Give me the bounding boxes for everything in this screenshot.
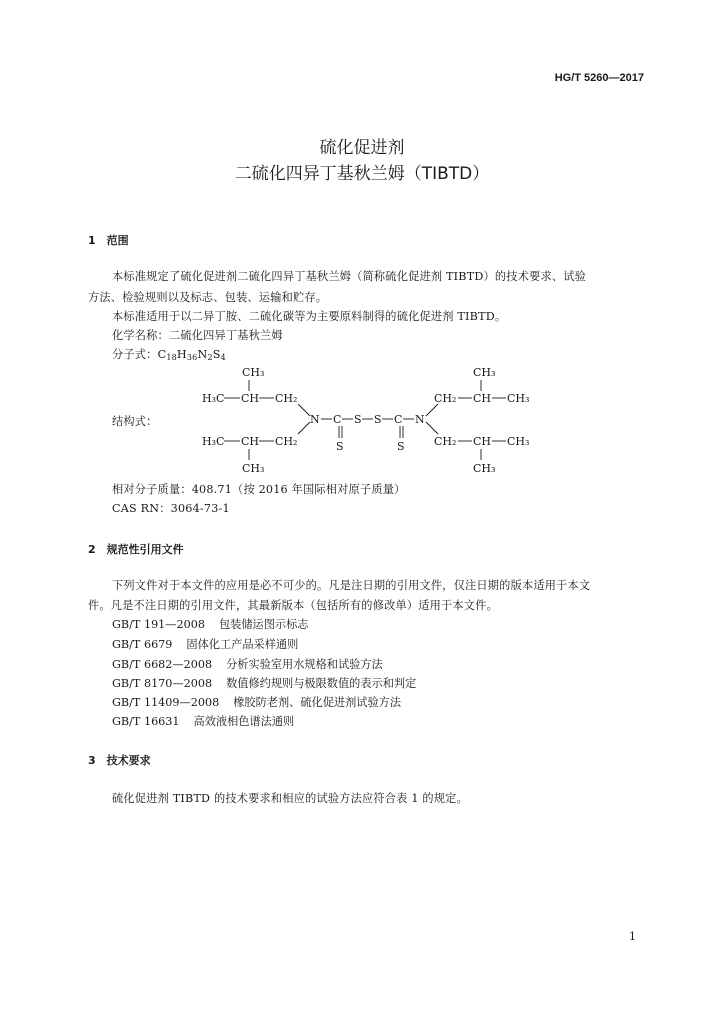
struct-h3c-top-left: H₃C (202, 392, 225, 405)
struct-ch3-bottom-right-chain: CH₃ (507, 435, 530, 448)
section-1-para-1-line-2: 方法、检验规则以及标志、包装、运输和贮存。 (88, 291, 328, 304)
reference-code: GB/T 8170—2008 (112, 677, 213, 690)
struct-c-right: C (394, 413, 403, 426)
struct-ch2-top-right: CH₂ (434, 392, 457, 405)
standard-number: HG/T 5260—2017 (554, 72, 644, 84)
title-line-1: 硫化促进剂 (319, 138, 405, 158)
relative-molecular-mass: 相对分子质量：408.71（按 2016 年国际相对原子质量） (112, 483, 406, 496)
molecular-formula (112, 346, 226, 362)
section-3-heading: 3 技术要求 (88, 754, 151, 767)
structure-label: 结构式： (112, 415, 158, 428)
reference-code: GB/T 6682—2008 (112, 658, 213, 671)
struct-ch-top-left: CH (241, 392, 260, 405)
molecular-formula-label: 分子式： (112, 348, 158, 361)
formula-s: S (212, 348, 221, 361)
formula-n: N (197, 348, 208, 361)
formula-s-count: 4 (220, 353, 226, 362)
struct-ch2-bottom-left: CH₂ (275, 435, 298, 448)
chemical-name-value: 二硫化四异丁基秋兰姆 (168, 329, 283, 342)
struct-n-left: N (310, 413, 320, 426)
struct-ch3-top-right: CH₃ (473, 366, 496, 379)
struct-ch2-bottom-right: CH₂ (434, 435, 457, 448)
struct-ch3-bottom-right: CH₃ (473, 462, 496, 474)
struct-ch-bottom-right: CH (473, 435, 492, 448)
reference-code: GB/T 16631 (112, 715, 180, 728)
struct-bond (426, 422, 438, 434)
struct-ch-bottom-left: CH (241, 435, 260, 448)
reference-title: 分析实验室用水规格和试验方法 (226, 658, 383, 671)
struct-s-left-thione: S (336, 440, 344, 453)
struct-s-bridge-2: S (374, 413, 382, 426)
reference-item (112, 616, 308, 632)
struct-ch2-top-left: CH₂ (275, 392, 298, 405)
reference-title: 数值修约规则与极限数值的表示和判定 (226, 677, 417, 690)
struct-ch3-top-left: CH₃ (242, 366, 265, 379)
formula-n-count: 2 (207, 353, 213, 362)
struct-bond (298, 404, 310, 416)
reference-item (112, 713, 294, 729)
reference-item (112, 694, 401, 710)
reference-title: 包装储运图示标志 (218, 618, 309, 631)
struct-s-right-thione: S (397, 440, 405, 453)
struct-h3c-bottom-left: H₃C (202, 435, 225, 448)
cas-number: CAS RN：3064-73-1 (112, 502, 230, 515)
reference-title: 橡胶防老剂、硫化促进剂试验方法 (233, 696, 402, 709)
section-2-para-line-2: 件。凡是不注日期的引用文件，其最新版本（包括所有的修改单）适用于本文件。 (88, 599, 498, 612)
struct-c-left: C (333, 413, 342, 426)
chemical-name-label: 化学名称： (112, 329, 169, 342)
page-number: 1 (629, 930, 636, 943)
section-1-heading: 1 范围 (88, 234, 129, 247)
reference-code: GB/T 11409—2008 (112, 696, 220, 709)
reference-title: 高效液相色谱法通则 (193, 715, 295, 728)
reference-title: 固体化工产品采样通则 (186, 638, 299, 651)
struct-n-right: N (415, 413, 425, 426)
struct-ch-top-right: CH (473, 392, 492, 405)
structural-formula (200, 362, 540, 474)
section-3-para: 硫化促进剂 TIBTD 的技术要求和相应的试验方法应符合表 1 的规定。 (112, 792, 468, 805)
reference-item (112, 636, 298, 652)
section-1-para-1-line-1: 本标准规定了硫化促进剂二硫化四异丁基秋兰姆（简称硫化促进剂 TIBTD）的技术要求、试验 (112, 270, 587, 283)
struct-bond (298, 422, 310, 434)
struct-s-bridge-1: S (354, 413, 362, 426)
struct-ch3-top-right-chain: CH₃ (507, 392, 530, 405)
section-2-para-line-1: 下列文件对于本文件的应用是必不可少的。凡是注日期的引用文件，仅注日期的版本适用于本文 (112, 579, 591, 592)
section-2-heading: 2 规范性引用文件 (88, 543, 184, 556)
section-1-para-2: 本标准适用于以二异丁胺、二硫化碳等为主要原料制得的硫化促进剂 TIBTD。 (112, 310, 507, 323)
chemical-name (112, 327, 283, 343)
reference-code: GB/T 191—2008 (112, 618, 205, 631)
title-line-2: 二硫化四异丁基秋兰姆（TIBTD） (234, 164, 490, 184)
formula-h: H (176, 348, 187, 361)
formula-c-count: 18 (166, 353, 177, 362)
struct-bond (426, 404, 438, 416)
reference-item (112, 675, 416, 691)
formula-c: C (157, 348, 167, 361)
formula-h-count: 36 (186, 353, 198, 362)
reference-item (112, 656, 383, 672)
struct-ch3-bottom-left: CH₃ (242, 462, 265, 474)
reference-code: GB/T 6679 (112, 638, 173, 651)
